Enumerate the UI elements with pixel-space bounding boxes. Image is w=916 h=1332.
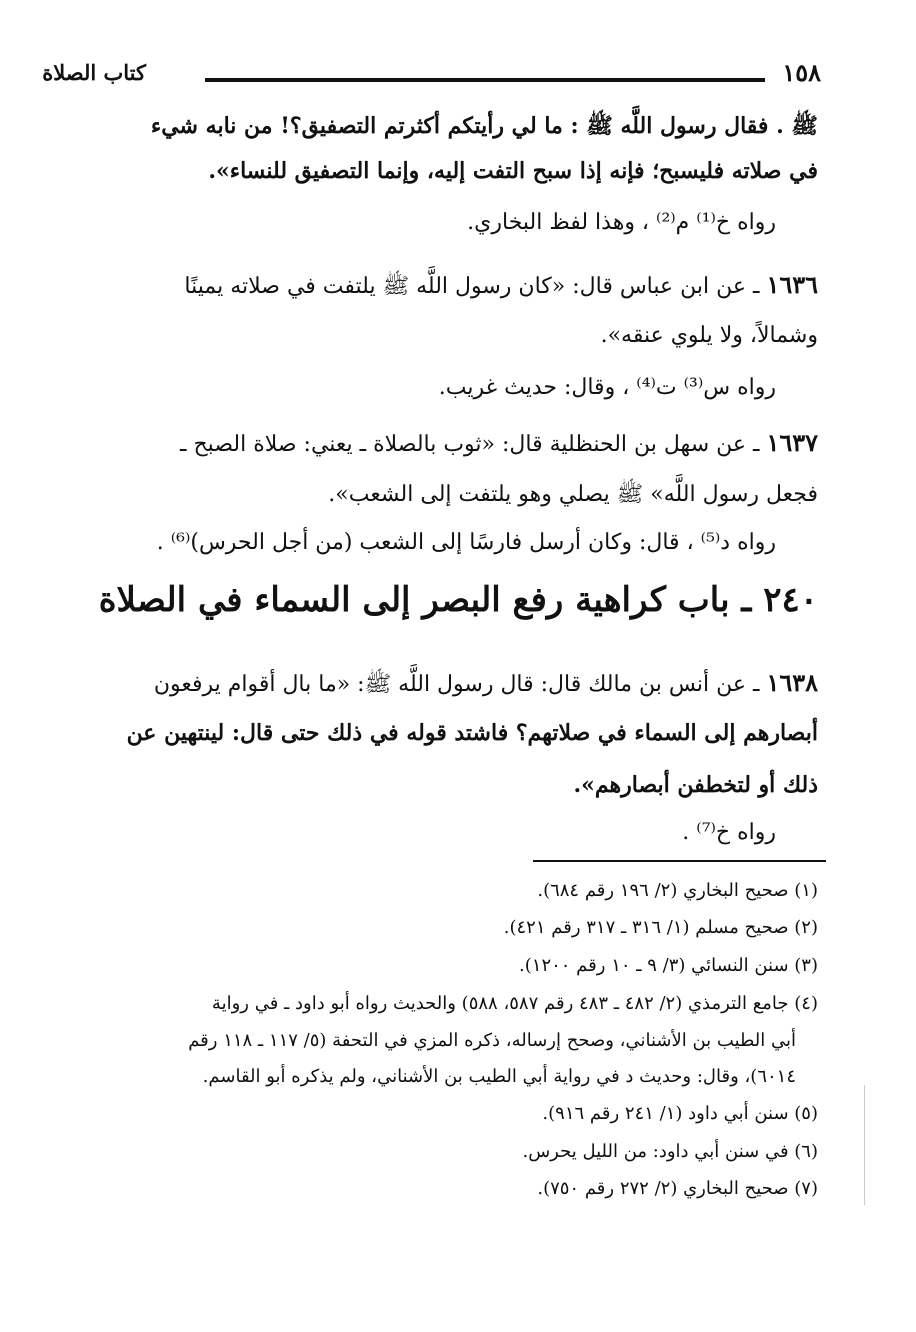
footnote-5: (٥) سنن أبي داود (١/ ٢٤١ رقم ٩١٦).: [542, 1103, 818, 1124]
hadith-1636-line-1: [184, 270, 818, 304]
footnote-4-line-3: ٦٠١٤)، وقال: وحديث د في رواية أبي الطيب بن الأشناني، ولم يذكره أبو القاسم.: [202, 1066, 796, 1087]
hadith-1637-line-1: [180, 428, 818, 457]
hadith-number: ١٦٣٨: [766, 668, 818, 697]
hadith-1637-narration: رواه د⁽⁵⁾ ، قال: وكان أرسل فارسًا إلى الشعب (من أجل الحرس)⁽⁶⁾ .: [156, 530, 776, 555]
narration-line: رواه خ⁽¹⁾ م⁽²⁾ ، وهذا لفظ البخاري.: [467, 210, 776, 235]
hadith-number: ١٦٣٧: [766, 428, 818, 457]
text-line-2: في صلاته فليسبح؛ فإنه إذا سبح التفت إليه، وإنما التصفيق للنساء».: [208, 158, 818, 184]
footnote-4-line-2: أبي الطيب بن الأشناني، وصحح إرساله، ذكره المزي في التحفة (٥/ ١١٧ ـ ١١٨ رقم: [188, 1030, 796, 1051]
page-number: ١٥٨: [782, 58, 821, 87]
hadith-1638-line-2: أبصارهم إلى السماء في صلاتهم؟ فاشتد قوله في ذلك حتى قال: لينتهين عن: [126, 720, 818, 746]
hadith-1636-narration: رواه س⁽³⁾ ت⁽⁴⁾ ، وقال: حديث غريب.: [438, 375, 776, 400]
footnote-2: (٢) صحيح مسلم (١/ ٣١٦ ـ ٣١٧ رقم ٤٢١).: [503, 917, 818, 938]
text-line-1: ﷺ . فقال رسول اللَّه ﷺ : ما لي رأيتكم أكثرتم التصفيق؟! من نابه شيء: [150, 113, 818, 139]
hadith-1638-narration: رواه خ⁽⁷⁾ .: [682, 820, 776, 845]
footnote-7: (٧) صحيح البخاري (٢/ ٢٧٢ رقم ٧٥٠).: [537, 1178, 818, 1199]
hadith-number: ١٦٣٦: [766, 270, 818, 299]
header-book-title: كتاب الصلاة: [42, 60, 146, 85]
hadith-text: ـ عن سهل بن الحنظلية قال: «ثوب بالصلاة ـ يعني: صلاة الصبح ـ: [180, 432, 760, 457]
hadith-1638-line-3: ذلك أو لتخطفن أبصارهم».: [573, 772, 818, 798]
header-rule: [205, 78, 765, 82]
footnote-6: (٦) في سنن أبي داود: من الليل يحرس.: [522, 1141, 818, 1162]
hadith-text: ـ عن أنس بن مالك قال: قال رسول اللَّه ﷺ: «ما بال أقوام يرفعون: [153, 672, 760, 697]
footnote-separator: [533, 860, 826, 862]
footnote-3: (٣) سنن النسائي (٣/ ٩ ـ ١٠ رقم ١٢٠٠).: [519, 955, 818, 976]
hadith-1638-line-1: [154, 668, 818, 702]
chapter-heading: ٢٤٠ ـ باب كراهية رفع البصر إلى السماء في الصلاة: [98, 580, 818, 620]
hadith-1636-line-2: وشمالاً، ولا يلوي عنقه».: [600, 323, 818, 348]
footnote-1: (١) صحيح البخاري (٢/ ١٩٦ رقم ٦٨٤).: [537, 880, 818, 901]
footnote-4-line-1: (٤) جامع الترمذي (٢/ ٤٨٢ ـ ٤٨٣ رقم ٥٨٧، ٥٨٨) والحديث رواه أبو داود ـ في رواية: [211, 993, 818, 1014]
scan-edge-line: [864, 1085, 865, 1205]
hadith-text: ـ عن ابن عباس قال: «كان رسول اللَّه ﷺ يلتفت في صلاته يمينًا: [184, 274, 760, 299]
hadith-1637-line-2: فجعل رسول اللَّه» ﷺ يصلي وهو يلتفت إلى الشعب».: [328, 482, 818, 507]
